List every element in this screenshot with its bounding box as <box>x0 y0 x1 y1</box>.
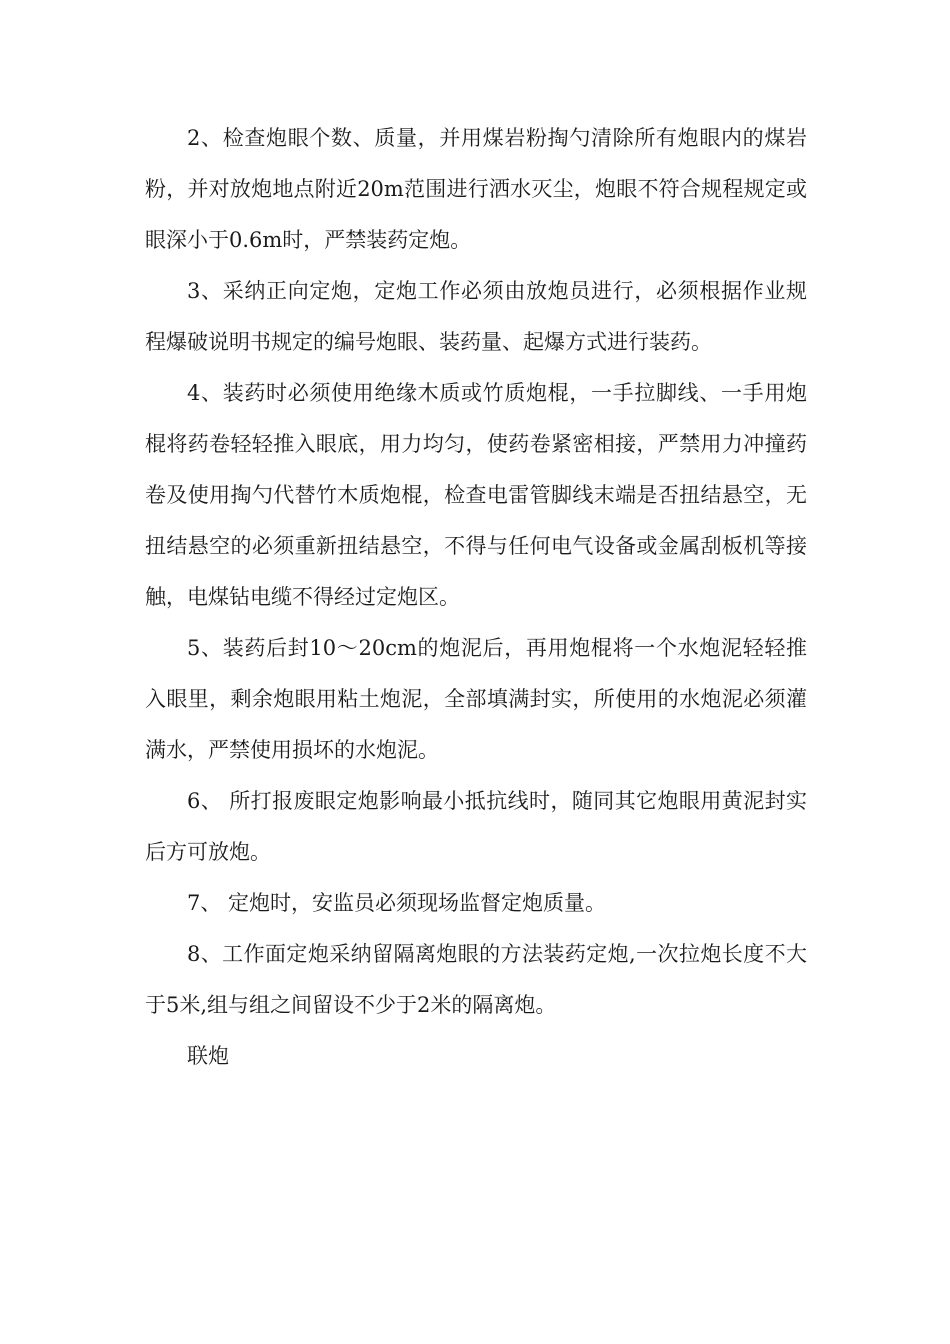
paragraph-item-6: 6、 所打报废眼定炮影响最小抵抗线时，随同其它炮眼用黄泥封实后方可放炮。 <box>145 789 807 864</box>
paragraph-item-8: 8、工作面定炮采纳留隔离炮眼的方法装药定炮,一次拉炮长度不大于5米,组与组之间留设不少于2米的隔离炮。 <box>145 942 807 1017</box>
document-body <box>145 113 807 1082</box>
paragraph-item-3: 3、采纳正向定炮，定炮工作必须由放炮员进行，必须根据作业规程爆破说明书规定的编号炮眼、装药量、起爆方式进行装药。 <box>145 279 807 354</box>
paragraph-item-5: 5、装药后封10～20cm的炮泥后，再用炮棍将一个水炮泥轻轻推入眼里，剩余炮眼用粘土炮泥，全部填满封实，所使用的水炮泥必须灌满水，严禁使用损坏的水炮泥。 <box>145 636 807 762</box>
paragraph-item-2: 2、检查炮眼个数、质量，并用煤岩粉掏勺清除所有炮眼内的煤岩粉，并对放炮地点附近20m范围进行洒水灭尘，炮眼不符合规程规定或眼深小于0.6m时，严禁装药定炮。 <box>145 126 807 252</box>
paragraph-item-4: 4、装药时必须使用绝缘木质或竹质炮棍，一手拉脚线、一手用炮棍将药卷轻轻推入眼底，用力均匀，使药卷紧密相接，严禁用力冲撞药卷及使用掏勺代替竹木质炮棍，检查电雷管脚线末端是否扭结悬空，无扭结悬空的必须重新扭结悬空，不得与任何电气设备或金属刮板机等接触，电煤钻电缆不得经过定炮区。 <box>145 381 807 609</box>
paragraph-item-7: 7、 定炮时，安监员必须现场监督定炮质量。 <box>187 891 607 915</box>
section-heading-lianpao: 联炮 <box>187 1044 229 1068</box>
